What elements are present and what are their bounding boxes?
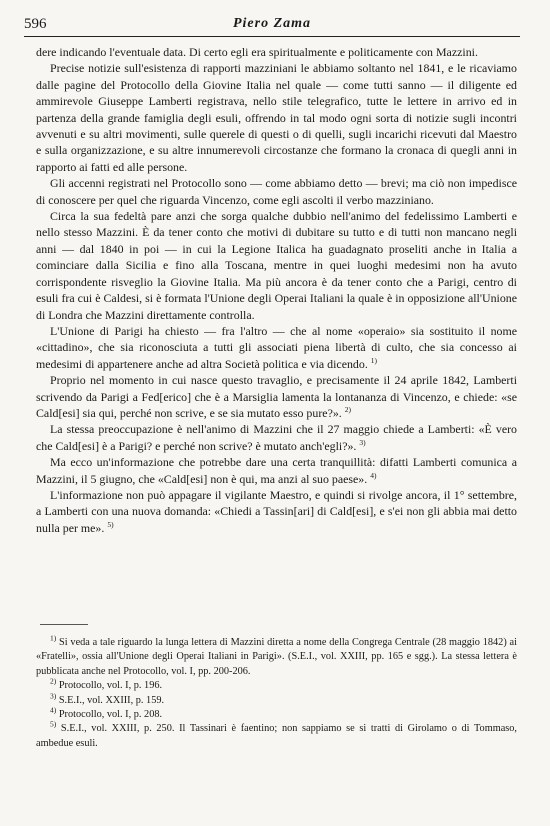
paragraph: dere indicando l'eventuale data. Di certo egli era spiritualmente e politicamente con Mazzini. <box>36 45 478 59</box>
footnote-ref: 2) <box>344 404 351 414</box>
footnote: $^{5)}$ S.E.I., vol. XXIII, p. 250. Il Tassinari è faentino; non sappiamo se si tratti di Girolamo o di Tommaso, ambedue esuli. <box>36 720 518 749</box>
footnote-ref: 4) <box>370 470 377 480</box>
page-number: 596 <box>24 16 47 32</box>
footnote-divider <box>40 624 88 625</box>
footnote: $^{3)}$ S.E.I., vol. XXIII, p. 159. <box>50 691 165 706</box>
paragraph: La stessa preoccupazione è nell'animo di Mazzini che il 27 maggio chiede a Lamberti: «È vero che Cald[esi] è a Parigi? e perché non scrive? è mutato anch'egli?». $^{3)}$ <box>36 422 517 453</box>
footnote-ref: 3) <box>359 437 366 447</box>
paragraph: Gli accenni registrati nel Protocollo sono — come abbiamo detto — brevi; ma ciò non impedisce di conoscere per quel che riguarda Vincenzo, come egli ascolti il verbo mazziniano. <box>36 176 517 207</box>
body-text <box>36 44 517 536</box>
paragraph: L'informazione non può appagare il vigilante Maestro, e quindi si rivolge ancora, il 1° settembre, a Lamberti con una nuova domanda: «Chiedi a Tassin[ari] di Cald[esi], e s'ei non gli abbia mai detto nulla per me». $^{5)}$ <box>36 487 517 535</box>
paragraph: Circa la sua fedeltà pare anzi che sorga qualche dubbio nell'animo del fedelissimo Lamberti e nello stesso Mazzini. È da tener conto che motivi di dubitare su tutto e di tutti non mancano negli anni — dal 1840 in poi — in cui la Legione Italica ha guadagnato proseliti anche in Italia a cominciare dalla Sicilia e fino alla Toscana, mentre in quei luoghi medesimi non ha avuto corrispondente risveglio la Giovine Italia. Ma più ancora è da tener conto che a Parigi, centro di esuli fra cui è Caldesi, si è formata l'Unione degli Operai Italiani la quale è in opposizione all'Unione di Londra che Mazzini direttamente controlla. <box>36 209 517 322</box>
paragraph: Ma ecco un'informazione che potrebbe dare una certa tranquillità: difatti Lamberti comunica a Mazzini, il 5 giugno, che «Cald[esi] non è qui, ma anzi al suo paese». $^{4)}$ <box>36 455 517 486</box>
footnote: $^{4)}$ Protocollo, vol. I, p. 208. <box>50 705 163 721</box>
footnote-ref: 1) <box>370 355 378 365</box>
footnote: $^{1)}$ Si veda a tale riguardo la lunga lettera di Mazzini diretta a nome della Congrega Centrale (28 maggio 1842) ai «Fratelli», ossia all'Unione degli Operai Italiani in Parigi». (S.E.I., vol. XXIII, pp. 165 e sgg.). La stessa lettera è pubblicata anche nel Protocollo, vol. I, pp. 200-206. <box>36 633 517 677</box>
paragraph: Precise notizie sull'esistenza di rapporti mazziniani le abbiamo soltanto nel 1841, e le ricaviamo dalle pagine del Protocollo della Giovine Italia nel quale — come tutti sanno — il diligente ed ammirevole Giuseppe Lamberti registrava, nello stile telegrafico, tutte le lettere in arrivo ed in partenza della grande famiglia degli esuli, offrendo in tal modo ogni sorta di notizie sugli incontri avvenuti e su altri movimenti, sulle querele di questi o di quelli, sugli incarichi ricevuti dal Maestro e sulla organizzazione, e su altre innumerevoli circostanze che formano la cronaca di quegli anni in rapporto ai fatti ed alle persone. <box>36 61 517 174</box>
page-header <box>24 14 520 37</box>
paragraph: L'Unione di Parigi ha chiesto — fra l'altro — che al nome «operaio» sia sostituito il nome «cittadino», che sia riconosciuta a tutti gli associati piena libertà di culto, che sia concesso ai medesimi di appartenere anche ad altra Società politica e via dicendo. $^{1)}$ <box>36 323 517 371</box>
paragraph: Proprio nel momento in cui nasce questo travaglio, e precisamente il 24 aprile 1842, Lamberti scrivendo da Parigi a Fed[erico] che è a Marsiglia lamenta la lontananza di Vincenzo, e chiede: «se Cald[esi] sia qui, perché non scrive, e se sia mutato esso pure?». $^{2)}$ <box>36 373 517 420</box>
footnote-ref: 5) <box>107 519 114 529</box>
footnotes <box>36 633 518 751</box>
running-head: Piero Zama <box>232 16 312 31</box>
footnote: $^{2)}$ Protocollo, vol. I, p. 196. <box>50 676 163 692</box>
